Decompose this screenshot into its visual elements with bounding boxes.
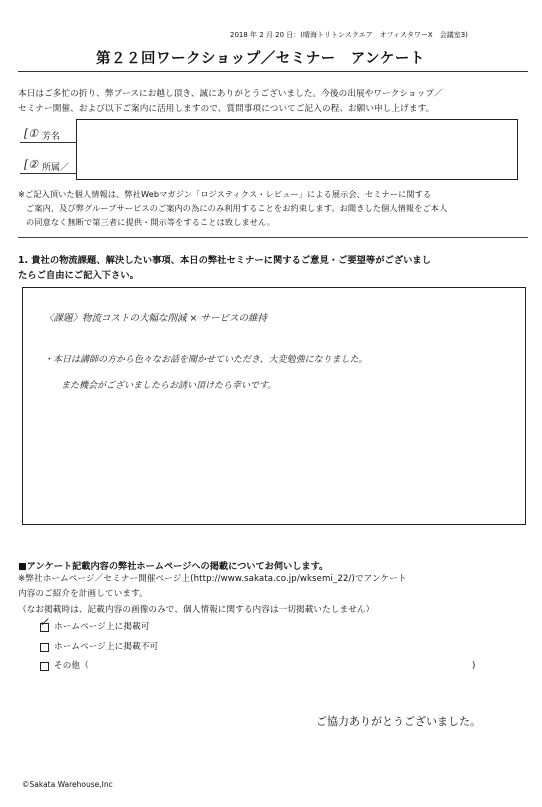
affiliation-label: 所属／ xyxy=(42,163,70,173)
footer-copyright: ©Sakata Warehouse,Inc xyxy=(22,780,113,789)
privacy-divider xyxy=(18,237,528,238)
option-publish-ok-label: ホームページ上に掲載可 xyxy=(54,622,150,632)
thanks-message: ご協力ありがとうございました。 xyxy=(316,715,481,728)
intro-line-2: セミナー開催、および以下ご案内に活用しますので、質問事項についてご記入の程、お願い申し上げます。 xyxy=(18,104,435,114)
privacy-line-1: ※ご記入頂いた個人情報は、弊社Webマガジン「ロジスティクス・レビュー」による展示会、セミナーに関する xyxy=(18,189,432,199)
option-publish-ng[interactable] xyxy=(40,640,340,654)
option-publish-ng-label: ホームページ上に掲載不可 xyxy=(54,642,159,652)
privacy-line-3: の同意なく無断で第三者に提供・開示等をすることは致しません。 xyxy=(26,217,276,227)
checkbox-other[interactable] xyxy=(40,662,49,671)
publication-line-3: （なお掲載時は、記載内容の画像のみで、個人情報に関する内容は一切掲載いたしません） xyxy=(18,605,375,615)
name-handwritten-mark: [① xyxy=(24,127,39,140)
name-label: 芳名 xyxy=(42,132,61,142)
publication-heading: ■アンケート記載内容の弊社ホームページへの掲載についてお伺いします。 xyxy=(18,561,329,572)
option-other-close: ) xyxy=(472,661,476,671)
privacy-line-2: ご案内、及び弊グループサービスのご案内の為にのみ利用することをお約束します。お聞きした個人情報をご本人 xyxy=(26,203,448,213)
question-1-line-2: たらご自由にご記入下さい。 xyxy=(18,270,139,281)
check-mark-icon: ✓ xyxy=(39,615,50,629)
publication-line-1: ※弊社ホームページ／セミナー開催ページ上(http://www.sakata.co.jp/wksemi_22/)でアンケート xyxy=(18,574,407,584)
affiliation-handwritten-mark: [② xyxy=(24,158,39,171)
answer-line-2: ・本日は講師の方から色々なお話を聞かせていただき、大変勉強になりました。 xyxy=(44,355,368,365)
date-venue: 2018 年 2 月 20 日：(晴海トリトンスクエア オフィスタワーX 会議室3) xyxy=(230,31,468,39)
option-publish-ok[interactable] xyxy=(39,615,340,634)
answer-line-1: 〈課題〉物流コストの大幅な削減 × サービスの維持 xyxy=(44,313,268,324)
page-title: 第２２回ワークショップ／セミナー アンケート xyxy=(96,51,425,67)
checkbox-publish-ng[interactable] xyxy=(40,643,49,652)
option-other[interactable] xyxy=(40,659,500,673)
intro-line-1: 本日はご多忙の折り、弊ブースにお越し頂き、誠にありがとうございました。今後の出展やワークショップ／ xyxy=(18,89,443,99)
redaction-box xyxy=(76,119,518,180)
question-1-line-1: 1. 貴社の物流課題、解決したい事項、本日の弊社セミナーに関するご意見・ご要望等がございまし xyxy=(18,255,432,266)
option-other-label: その他（ xyxy=(54,661,89,671)
affiliation-underline xyxy=(20,173,80,174)
title-divider xyxy=(18,71,528,72)
name-underline xyxy=(20,142,80,143)
answer-line-3: また機会がございましたらお誘い頂けたら幸いです。 xyxy=(52,381,277,391)
publication-line-2: 内容のご紹介を計画しています。 xyxy=(18,589,148,599)
